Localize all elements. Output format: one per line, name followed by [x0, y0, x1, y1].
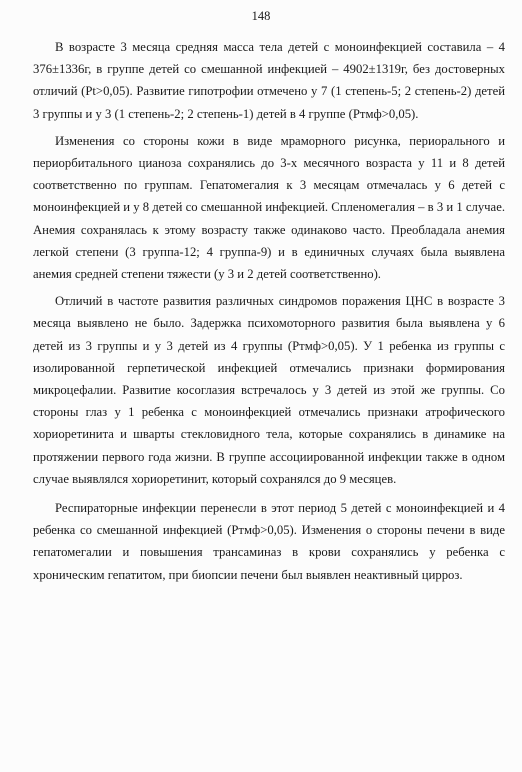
paragraph-cns-syndromes: Отличий в частоте развития различных синдромов поражения ЦНС в возрасте 3 месяца выявлено не было. Задержка психомоторного развития была выявлена у 6 детей из 3 группы и у 3 детей из 4 группы (Ртмф>0,05). У 1 ребенка из группы с изолированной герпетической инфекцией отмечались признаки формирования микроцефалии. Развитие косоглазия встречалось у 3 детей из этой же группы. Со стороны глаз у 1 ребенка с моноинфекцией отмечались признаки атрофического хориоретинита и шварты стекловидного тела, которые сохранялись в динамике на протяжении первого года жизни. В группе ассоциированной инфекции также в одном случае выявлялся хориоретинит, который сохранялся до 9 месяцев.: [33, 294, 505, 486]
paragraph-respiratory-infections: Респираторные инфекции перенесли в этот период 5 детей с моноинфекцией и 4 ребенка со смешанной инфекцией (Ртмф>0,05). Изменения о стороны печени в виде гепатомегалии и повышения трансаминаз в крови сохранялись у ребенка с хроническим гепатитом, при биопсии печени был выявлен неактивный цирроз.: [33, 501, 505, 582]
page-number: 148: [251, 9, 271, 23]
body-text: [33, 36, 505, 586]
paragraph-skin-changes: Изменения со стороны кожи в виде мраморного рисунка, периорального и периорбитального цианоза сохранялись до 3-х месячного возраста у 11 и 8 детей соответственно по группам. Гепатомегалия к 3 месяцам отмечалась у 6 детей с моноинфекцией и у 8 детей со смешанной инфекцией. Спленомегалия – в 3 и 1 случае. Анемия сохранялась к этому возрасту также одинаково часто. Преобладала анемия легкой степени (3 группа-12; 4 группа-9) и в единичных случаях была выявлена анемия средней степени тяжести (у 3 и 2 детей соответственно).: [33, 133, 505, 282]
paragraph-body-weight: В возрасте 3 месяца средняя масса тела детей с моноинфекцией составила – 4 376±1336г, в группе детей со смешанной инфекцией – 4902±1319г, без достоверных отличий (Pt>0,05). Развитие гипотрофии отмечено у 7 (1 степень-5; 2 степень-2) детей 3 группы и у 3 (1 степень-2; 2 степень-1) детей в 4 группе (Ртмф>0,05).: [33, 40, 505, 121]
